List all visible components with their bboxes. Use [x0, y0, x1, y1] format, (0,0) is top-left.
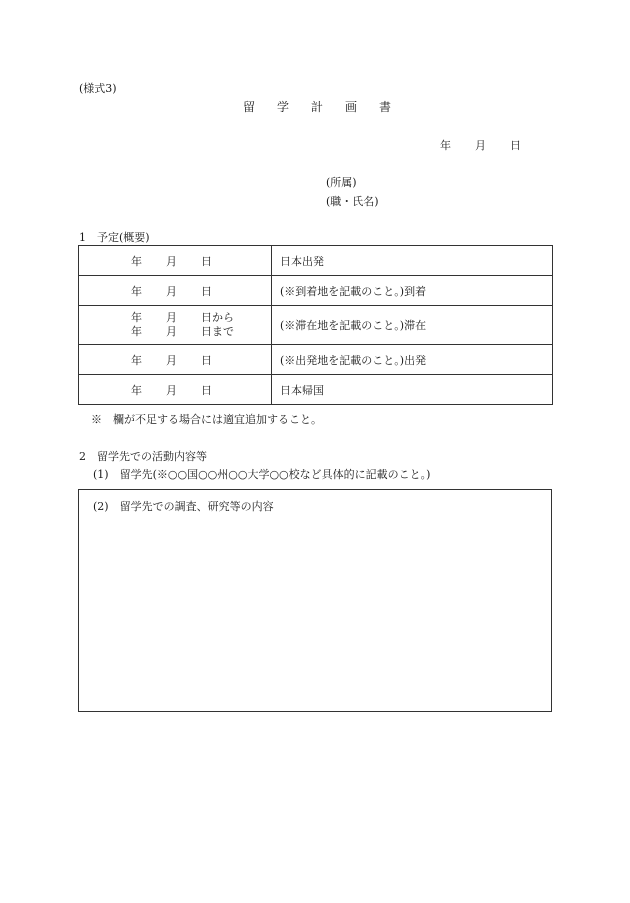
title-char: 書	[379, 100, 392, 114]
table-note: ※ 欄が不足する場合には適宜追加すること。	[91, 413, 322, 426]
section2-heading: 2 留学先での活動内容等	[79, 450, 207, 463]
title-char: 画	[345, 100, 358, 114]
plan-cell: (※到着地を記載のこと。)到着	[272, 276, 553, 306]
research-content-box	[78, 489, 552, 712]
date-day-label: 日	[510, 139, 521, 152]
form-number: (様式3)	[79, 82, 117, 95]
affiliation-label: (所属)	[326, 176, 357, 189]
date-month-label: 月	[475, 139, 486, 152]
table-row	[79, 306, 553, 345]
plan-cell: 日本出発	[272, 246, 553, 276]
title-char: 計	[310, 100, 323, 114]
title-char: 留	[242, 100, 255, 114]
plan-cell: 日本帰国	[272, 375, 553, 405]
section1-heading: 1 予定(概要)	[79, 231, 150, 244]
date-cell: 年 月 日から 年 月 日まで	[79, 306, 272, 345]
plan-cell: (※出発地を記載のこと。)出発	[272, 345, 553, 375]
table-row	[79, 276, 553, 306]
document-title	[0, 98, 630, 115]
research-content-label: (2) 留学先での調査、研究等の内容	[93, 500, 274, 513]
study-destination-label: (1) 留学先(※○○国○○州○○大学○○校など具体的に記載のこと。)	[93, 468, 431, 481]
date-cell: 年 月 日	[79, 375, 272, 405]
date-cell: 年 月 日	[79, 345, 272, 375]
position-name-label: (職・氏名)	[326, 195, 379, 208]
submission-date	[440, 137, 521, 153]
table-row	[79, 345, 553, 375]
plan-cell: (※滞在地を記載のこと。)滞在	[272, 306, 553, 345]
date-year-label: 年	[440, 139, 451, 152]
date-cell: 年 月 日	[79, 276, 272, 306]
table-row	[79, 375, 553, 405]
table-row	[79, 246, 553, 276]
title-char: 学	[276, 100, 289, 114]
date-cell: 年 月 日	[79, 246, 272, 276]
schedule-table	[78, 245, 553, 405]
